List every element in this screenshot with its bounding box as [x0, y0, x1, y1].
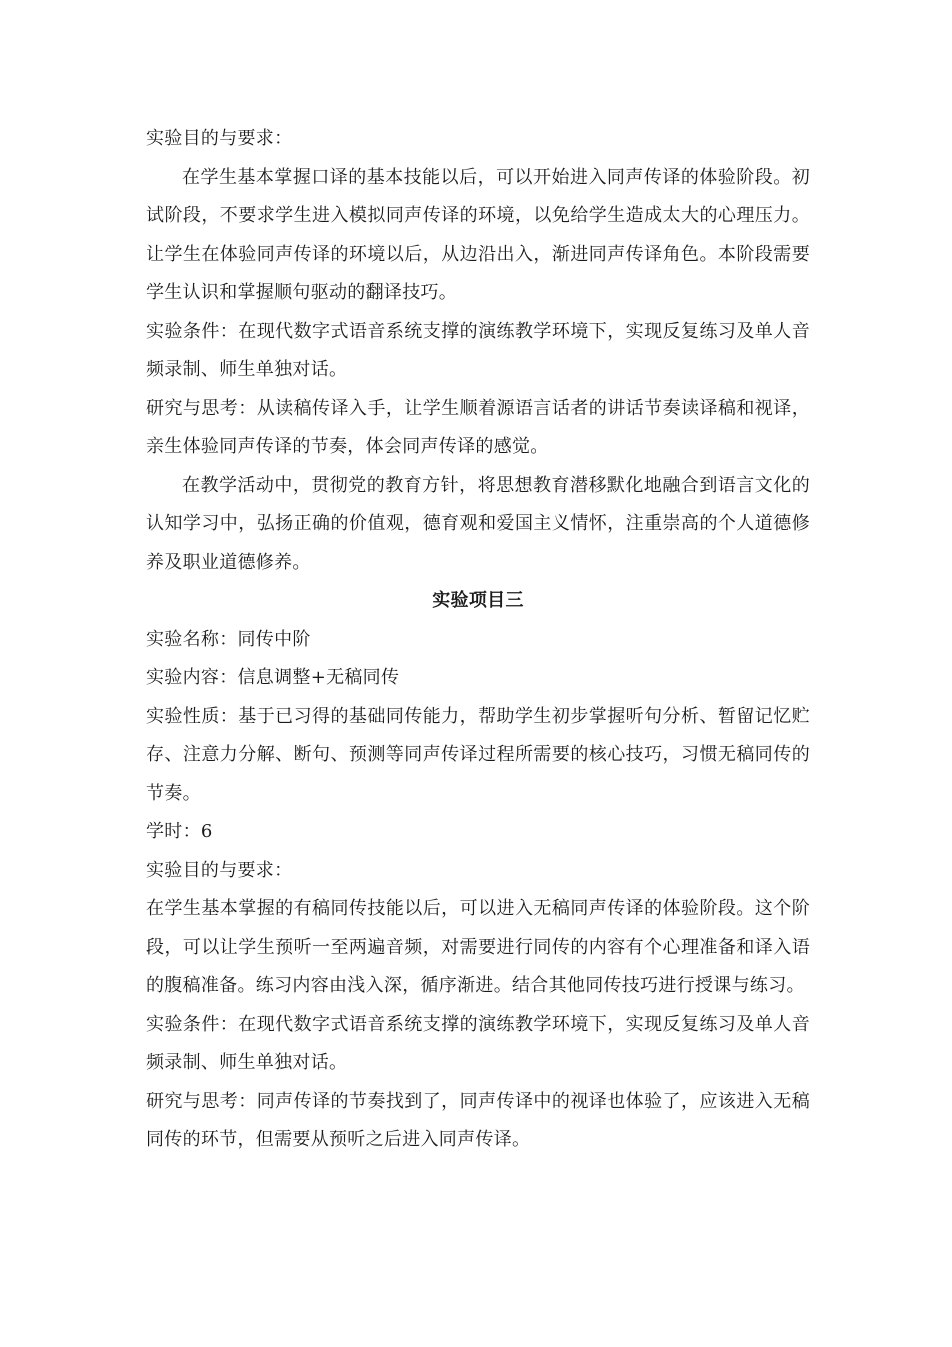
experiment-hours: 学时：6 [146, 821, 213, 842]
experiment-nature: 实验性质：基于已习得的基础同传能力，帮助学生初步掌握听句分析、暂留记忆贮存、注意力分解、断句、预测等同声传译过程所需要的核心技巧，习惯无稿同传的节奏。 [146, 705, 810, 804]
ideology-paragraph: 在教学活动中，贯彻党的教育方针，将思想教育潜移默化地融合到语言文化的认知学习中，弘扬正确的价值观，德育观和爱国主义情怀，注重崇高的个人道德修养及职业道德修养。 [146, 474, 810, 573]
purpose-label: 实验目的与要求： [146, 128, 293, 149]
purpose-label-2: 实验目的与要求： [146, 859, 293, 881]
research-paragraph: 研究与思考：从读稿传译入手，让学生顺着源语言话者的讲话节奏读译稿和视译，亲生体验同声传译的节奏，体会同声传译的感觉。 [146, 397, 810, 457]
purpose-paragraph: 在学生基本掌握口译的基本技能以后，可以开始进入同声传译的体验阶段。初试阶段，不要求学生进入模拟同声传译的环境，以免给学生造成太大的心理压力。让学生在体验同声传译的环境以后，从边沿出入，渐进同声传译角色。本阶段需要学生认识和掌握顺句驱动的翻译技巧。 [146, 166, 810, 303]
purpose-paragraph-2: 在学生基本掌握的有稿同传技能以后，可以进入无稿同声传译的体验阶段。这个阶段，可以让学生预听一至两遍音频，对需要进行同传的内容有个心理准备和译入语的腹稿准备。练习内容由浅入深，循序渐进。结合其他同传技巧进行授课与练习。 [146, 898, 810, 996]
section-heading: 实验项目三 [432, 590, 524, 611]
experiment-content: 实验内容：信息调整+无稿同传 [146, 667, 400, 688]
conditions-paragraph: 实验条件：在现代数字式语音系统支撑的演练教学环境下，实现反复练习及单人音频录制、师生单独对话。 [146, 320, 810, 380]
experiment-name: 实验名称：同传中阶 [146, 628, 311, 650]
document-page [146, 120, 810, 1160]
research-paragraph-2: 研究与思考：同声传译的节奏找到了，同声传译中的视译也体验了，应该进入无稿同传的环节，但需要从预听之后进入同声传译。 [146, 1090, 810, 1150]
conditions-paragraph-2: 实验条件：在现代数字式语音系统支撑的演练教学环境下，实现反复练习及单人音频录制、师生单独对话。 [146, 1013, 810, 1073]
